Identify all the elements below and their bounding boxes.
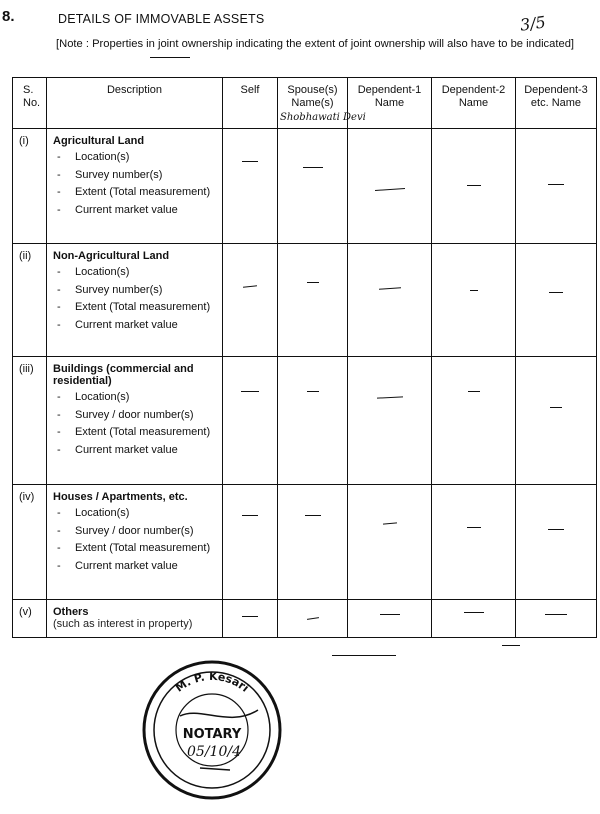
page-title: DETAILS OF IMMOVABLE ASSETS: [58, 12, 265, 26]
nil-dash: [307, 282, 319, 283]
cell-dependent-3: [516, 244, 597, 357]
page-mark: 3/5: [518, 12, 547, 35]
field-location: - Location(s): [53, 506, 222, 521]
category-label: Buildings (commercial and residential): [53, 363, 194, 387]
row-description: [47, 129, 223, 244]
cell-dependent-1: [348, 244, 432, 357]
field-survey-number: - Survey number(s): [53, 168, 222, 183]
cell-dependent-2: [432, 485, 516, 600]
cell-self: [223, 357, 278, 485]
spouse-name-handwritten: Shobhawati Devi: [280, 112, 366, 123]
table-row-non-agricultural-land: [13, 244, 597, 357]
field-extent: - Extent (Total measurement): [53, 185, 222, 200]
cell-self: [223, 485, 278, 600]
note-underline-mark: [150, 57, 190, 58]
field-location: - Location(s): [53, 150, 222, 165]
nil-dash: [467, 527, 481, 528]
nil-dash: [307, 391, 319, 392]
seal-top-text: M. P. Kesari: [173, 669, 252, 695]
cell-dependent-1: [348, 357, 432, 485]
cell-dependent-2: [432, 244, 516, 357]
field-survey-number: - Survey number(s): [53, 283, 222, 298]
nil-dash: [470, 290, 478, 291]
nil-dash: [242, 515, 258, 516]
seal-signature-stroke: [180, 710, 258, 717]
nil-dash: [548, 529, 564, 530]
immovable-assets-table: [12, 77, 597, 638]
category-label: Houses / Apartments, etc.: [53, 491, 188, 503]
cell-dependent-1: [348, 485, 432, 600]
field-market-value: - Current market value: [53, 318, 222, 333]
cell-dependent-1: [348, 600, 432, 638]
cell-spouse: [278, 244, 348, 357]
col-header-spouse: Spouse(s) Name(s): [278, 78, 348, 129]
nil-dash: [467, 185, 481, 186]
row-number: (i): [13, 129, 47, 244]
row-description: [47, 357, 223, 485]
col-header-dependent-1: Dependent-1 Name: [348, 78, 432, 129]
row-description: [47, 244, 223, 357]
field-market-value: - Current market value: [53, 443, 222, 458]
nil-dash: [549, 292, 563, 293]
row-description: [47, 600, 223, 638]
row-number: (iv): [13, 485, 47, 600]
row-number: (v): [13, 600, 47, 638]
handwritten-stroke: [502, 645, 520, 646]
category-subtitle: (such as interest in property): [53, 618, 193, 630]
field-survey-door-number: - Survey / door number(s): [53, 524, 222, 539]
field-market-value: - Current market value: [53, 203, 222, 218]
table-row-others: [13, 600, 597, 638]
cell-self: [223, 244, 278, 357]
category-label: Non-Agricultural Land: [53, 250, 170, 262]
field-extent: - Extent (Total measurement): [53, 425, 222, 440]
nil-dash: [548, 184, 564, 185]
cell-dependent-2: [432, 600, 516, 638]
nil-dash: [243, 285, 257, 287]
col-header-dependent-2: Dependent-2 Name: [432, 78, 516, 129]
nil-dash: [303, 167, 323, 168]
col-header-sno: S. No.: [13, 78, 47, 129]
table-row-agricultural-land: [13, 129, 597, 244]
cell-spouse: [278, 129, 348, 244]
nil-dash: [242, 616, 258, 617]
seal-middle-text: NOTARY: [182, 727, 242, 742]
table-row-buildings: [13, 357, 597, 485]
field-market-value: - Current market value: [53, 559, 222, 574]
cell-self: [223, 129, 278, 244]
category-label: Others: [53, 606, 89, 618]
nil-dash: [306, 617, 318, 620]
nil-dash: [305, 515, 321, 516]
note-text: [Note : Properties in joint ownership indicating the extent of joint ownership will also have to be indicated]: [56, 38, 575, 50]
col-header-dependent-3: Dependent-3 etc. Name: [516, 78, 597, 129]
cell-dependent-3: [516, 600, 597, 638]
nil-dash: [464, 612, 484, 613]
row-description: [47, 485, 223, 600]
handwritten-stroke: [332, 655, 396, 656]
field-survey-door-number: - Survey / door number(s): [53, 408, 222, 423]
field-location: - Location(s): [53, 390, 222, 405]
cell-spouse: [278, 485, 348, 600]
seal-signature-stroke: [200, 768, 230, 770]
nil-dash: [376, 396, 402, 398]
nil-dash: [241, 391, 259, 392]
cell-dependent-1: [348, 129, 432, 244]
cell-dependent-2: [432, 357, 516, 485]
cell-spouse: [278, 357, 348, 485]
nil-dash: [380, 614, 400, 615]
field-extent: - Extent (Total measurement): [53, 541, 222, 556]
nil-dash: [545, 614, 567, 615]
category-label: Agricultural Land: [53, 135, 145, 147]
table-row-houses-apartments: [13, 485, 597, 600]
nil-dash: [242, 161, 258, 162]
col-header-description: Description: [47, 78, 223, 129]
row-number: (ii): [13, 244, 47, 357]
row-number: (iii): [13, 357, 47, 485]
nil-dash: [550, 407, 562, 408]
nil-dash: [382, 522, 396, 524]
cell-dependent-3: [516, 485, 597, 600]
col-header-self: Self: [223, 78, 278, 129]
field-extent: - Extent (Total measurement): [53, 300, 222, 315]
notary-seal: [140, 658, 284, 802]
cell-dependent-3: [516, 129, 597, 244]
cell-self: [223, 600, 278, 638]
cell-spouse: [278, 600, 348, 638]
field-location: - Location(s): [53, 265, 222, 280]
nil-dash: [378, 287, 400, 290]
seal-handwritten-date: 05/10/4: [187, 744, 241, 760]
cell-dependent-3: [516, 357, 597, 485]
nil-dash: [468, 391, 480, 392]
cell-dependent-2: [432, 129, 516, 244]
section-number: 8.: [2, 8, 15, 25]
nil-dash: [375, 188, 405, 191]
